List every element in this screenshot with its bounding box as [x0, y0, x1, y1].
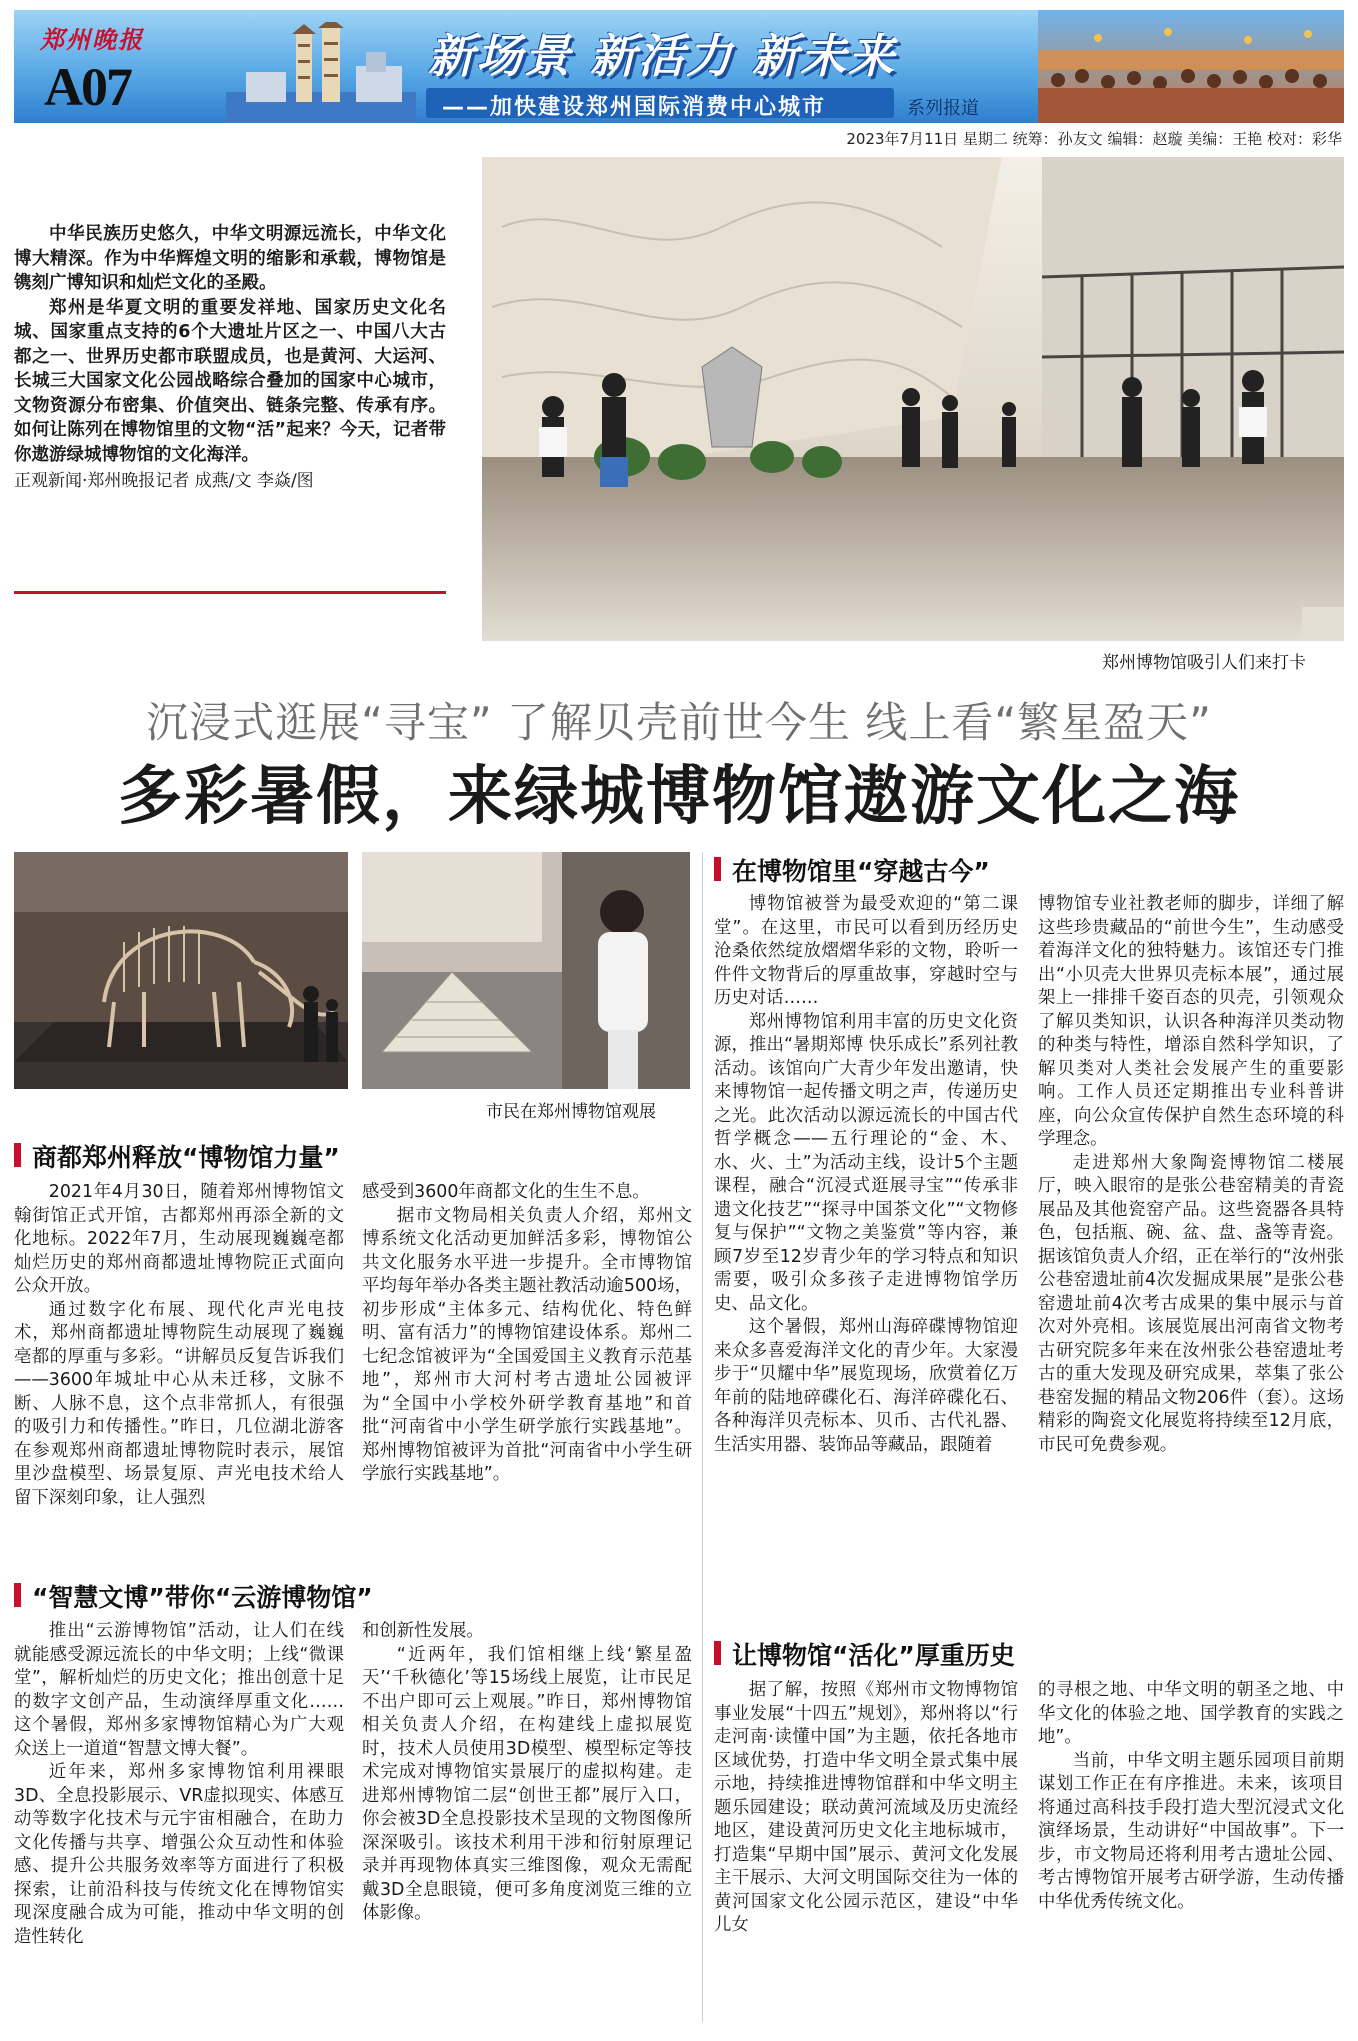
section3-column1: [714, 893, 1018, 1457]
section-heading: 商都郑州释放“博物馆力量”: [14, 1138, 340, 1174]
paragraph: 近年来，郑州多家博物馆利用裸眼3D、全息投影展示、VR虚拟现实、体感互动等数字化技术与元宇宙相融合，在助力文化传播与共享、增强公众互动性和体验感、提升公共服务效率等方面进行了积极探索，让前沿科技与传统文化在博物馆实现深度融合成为可能，推动中华文明的创造性转化: [14, 1762, 344, 1947]
mid-photo-caption: 市民在郑州博物馆观展: [486, 1102, 656, 1122]
paragraph: 感受到3600年商都文化的生生不息。: [362, 1182, 650, 1202]
paragraph: 走进郑州大象陶瓷博物馆二楼展厅，映入眼帘的是张公巷窑精美的青瓷展品及其他瓷窑产品。这些瓷器各具特色，包括瓶、碗、盆、盘、盏等青瓷。据该馆负责人介绍，正在举行的“汝州张公巷窑遗址前4次发掘成果展”是张公巷窑遗址前4次考古成果的集中展示与首次对外亮相。该展览展出河南省文物考古研究院多年来在汝州张公巷窑遗址考古的重大发现及研究成果，萃集了张公巷窑发掘的精品文物206件（套）。这场精彩的陶瓷文化展览将持续至12月底，市民可免费参观。: [1038, 1152, 1344, 1455]
byline: 正观新闻·郑州晚报记者 成燕/文 李焱/图: [14, 471, 314, 491]
intro-paragraph: 郑州是华夏文明的重要发祥地、国家历史文化名城、国家重点支持的6个大遗址片区之一、中国八大古都之一、世界历史都市联盟成员，也是黄河、大运河、长城三大国家文化公园战略综合叠加的国家中心城市，文物资源分布密集、价值突出、链条完整、传承有序。如何让陈列在博物馆里的文物“活”起来？今天，记者带你遨游绿城博物馆的文化海洋。: [14, 297, 446, 465]
museum-hall-photo: [482, 157, 1344, 641]
paragraph: 通过数字化布展、现代化声光电技术，郑州商都遗址博物院生动展现了巍巍亳都的厚重与多彩。“讲解员反复告诉我们——3600年城址中心从未迁移，文脉不断、人脉不息，这个点非常抓人，有很强的吸引力和传播性。”昨日，几位湖北游客在参观郑州商都遗址博物院时表示，展馆里沙盘模型、场景复原、声光电技术给人留下深刻印象，让人强烈: [14, 1299, 344, 1508]
paragraph: 和创新性发展。: [362, 1621, 484, 1641]
paragraph: 博物馆专业社教老师的脚步，详细了解这些珍贵藏品的“前世今生”，生动感受着海洋文化的独特魅力。该馆还专门推出“小贝壳大世界贝壳标本展”，通过展架上一排排千姿百态的贝壳，引领观众了解贝类知识，认识各种海洋贝类动物的种类与特性，增添自然科学知识，了解贝类对人类社会发展产生的重要影响。工作人员还定期推出专业科普讲座，向公众宣传保护自然生态环境的科学理念。: [1038, 894, 1344, 1149]
paragraph: “近两年，我们馆相继上线‘繁星盈天’‘千秋德化’等15场线上展览，让市民足不出户即可云上观展。”昨日，郑州博物馆相关负责人介绍，在构建线上虚拟展览时，技术人员使用3D模型、模型标定等技术完成对博物馆实景展厅的虚拟构建。走进郑州博物馆二层“创世王都”展厅入口，你会被3D全息投影技术呈现的文物图像所深深吸引。该技术利用干涉和衍射原理记录并再现物体真实三维图像，观众无需配戴3D全息眼镜，便可多角度浏览三维的立体影像。: [362, 1644, 692, 1923]
section4-column1: [714, 1679, 1018, 1938]
paragraph: 2021年4月30日，随着郑州博物馆文翰街馆正式开馆，古都郑州再添全新的文化地标。2022年7月，生动展现巍巍亳都灿烂历史的郑州商都遗址博物院正式面向公众开放。: [14, 1182, 344, 1296]
banner-subtitle: ——加快建设郑州国际消费中心城市: [442, 95, 827, 120]
erqi-tower-illustration: [226, 22, 416, 122]
top-photo-caption: 郑州博物馆吸引人们来打卡: [1102, 653, 1306, 673]
banner-slogan: 新场景 新活力 新未来: [428, 29, 897, 83]
intro-divider: [14, 591, 446, 594]
section2-column1: [14, 1620, 344, 1949]
crowd-photo: [1038, 10, 1344, 123]
section-heading: 在博物馆里“穿越古今”: [714, 852, 990, 888]
series-label: 系列报道: [907, 98, 979, 119]
mammoth-skeleton-photo: [14, 852, 348, 1089]
paragraph: 当前，中华文明主题乐园项目前期谋划工作正在有序推进。未来，该项目将通过高科技手段打造大型沉浸式文化演绎场景，生动讲好“中国故事”。下一步，市文物局还将利用考古遗址公园、考古博物馆开展考古研学游，生动传播中华优秀传统文化。: [1038, 1750, 1344, 1912]
section-heading: 让博物馆“活化”厚重历史: [714, 1636, 1015, 1672]
paragraph: 据市文物局相关负责人介绍，郑州文博系统文化活动更加鲜活多彩，博物馆公共文化服务水平进一步提升。全市博物馆平均每年举办各类主题社教活动逾500场，初步形成“主体多元、结构优化、特色鲜明、富有活力”的博物馆建设体系。郑州二七纪念馆被评为“全国爱国主义教育示范基地”，郑州市大河村考古遗址公园被评为“全国中小学校外研学教育基地”和首批“河南省中小学生研学旅行实践基地”。郑州博物馆被评为首批“河南省中小学生研学旅行实践基地”。: [362, 1205, 692, 1484]
page-banner: [14, 10, 1344, 123]
paragraph: 博物馆被誉为最受欢迎的“第二课堂”。在这里，市民可以看到历经历史沧桑依然绽放熠熠华彩的文物，聆听一件件文物背后的厚重故事，穿越时空与历史对话……: [714, 894, 1018, 1008]
paragraph: 据了解，按照《郑州市文物博物馆事业发展“十四五”规划》，郑州将以“行走河南·读懂中国”为主题，依托各地市区域优势，打造中华文明全景式集中展示地，持续推进博物馆群和中华文明主题乐园建设；联动黄河流域及历史流经地区，建设黄河历史文化主地标城市，打造集“早期中国”展示、黄河文化发展主干展示、大河文明国际交往为一体的黄河国家文化公园示范区，建设“中华儿女: [714, 1680, 1018, 1935]
intro-text: [14, 222, 446, 494]
column-divider: [702, 852, 703, 2022]
page-number: A07: [44, 57, 131, 117]
paper-name: 郑州晚报: [40, 25, 144, 54]
intro-paragraph: 中华民族历史悠久，中华文明源远流长，中华文化博大精深。作为中华辉煌文明的缩影和承载，博物馆是镌刻广博知识和灿烂文化的圣殿。: [14, 224, 446, 293]
section1-column1: [14, 1181, 344, 1510]
headline-main: 多彩暑假，来绿城博物馆遨游文化之海: [118, 760, 1240, 834]
paragraph: 的寻根之地、中华文明的朝圣之地、中华文化的体验之地、国学教育的实践之地”。: [1038, 1680, 1344, 1747]
section3-column2: [1038, 893, 1344, 1457]
dateline: 2023年7月11日 星期二 统筹：孙友文 编辑：赵璇 美编：王艳 校对：彩华: [846, 130, 1342, 148]
section2-column2: [362, 1620, 692, 1926]
section4-column2: [1038, 1679, 1344, 1914]
section-heading: “智慧文博”带你“云游博物馆”: [14, 1578, 373, 1614]
paragraph: 郑州博物馆利用丰富的历史文化资源，推出“暑期郑博 快乐成长”系列社教活动。该馆向广大青少年发出邀请，快来博物馆一起传播文明之声，传递历史之光。此次活动以源远流长的中国古代哲学概念——五行理论的“金、木、水、火、土”为活动主线，设计5个主题课程，融合“沉浸式逛展寻宝”“传承非遗文化技艺”“探寻中国茶文化”“文物修复与保护”“文物之美鉴赏”等内容，兼顾7岁至12岁青少年的学习特点和知识需要，吸引众多孩子走进博物馆学历史、品文化。: [714, 1011, 1018, 1314]
paragraph: 推出“云游博物馆”活动，让人们在线就能感受源远流长的中华文明；上线“微课堂”，解析灿烂的历史文化；推出创意十足的数字文创产品，生动演绎厚重文化……这个暑假，郑州多家博物馆精心为广大观众送上一道道“智慧文博大餐”。: [14, 1621, 344, 1759]
section1-column2: [362, 1181, 692, 1487]
paragraph: 这个暑假，郑州山海碎碟博物馆迎来众多喜爱海洋文化的青少年。大家漫步于“贝耀中华”展览现场，欣赏着亿万年前的陆地碎碟化石、海洋碎碟化石、各种海洋贝壳标本、贝币、古代礼器、生活实用器、装饰品等藏品，跟随着: [714, 1317, 1018, 1455]
visitor-exhibit-photo: [362, 852, 690, 1089]
headline-subtitle: 沉浸式逛展“寻宝” 了解贝壳前世今生 线上看“繁星盈天”: [146, 698, 1212, 747]
